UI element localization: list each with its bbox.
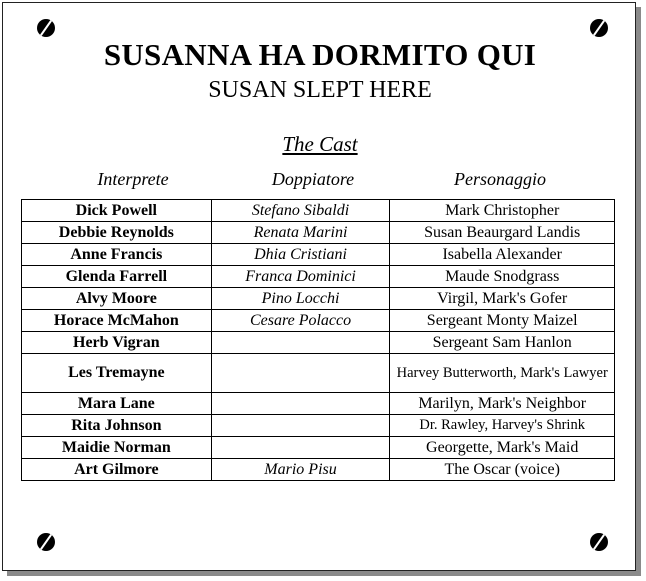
table-row <box>22 244 615 266</box>
role-cell: Susan Beaurgard Landis <box>390 222 615 244</box>
role-cell: Maude Snodgrass <box>390 266 615 288</box>
role-cell: Virgil, Mark's Gofer <box>390 288 615 310</box>
table-row <box>22 310 615 332</box>
dubber-cell: Pino Locchi <box>211 288 390 310</box>
table-row <box>22 222 615 244</box>
actor-cell: Maidie Norman <box>22 437 212 459</box>
table-row <box>22 415 615 437</box>
actor-cell: Art Gilmore <box>22 459 212 481</box>
actor-cell: Glenda Farrell <box>22 266 212 288</box>
screw-top-right-icon <box>590 19 608 37</box>
dubber-cell <box>211 393 390 415</box>
cast-heading: The Cast <box>282 132 358 156</box>
role-cell: Marilyn, Mark's Neighbor <box>390 393 615 415</box>
page-subtitle: SUSAN SLEPT HERE <box>208 77 432 103</box>
screw-bottom-right-icon <box>590 533 608 551</box>
dubber-cell <box>211 354 390 393</box>
table-row <box>22 266 615 288</box>
dubber-cell: Renata Marini <box>211 222 390 244</box>
role-cell: Sergeant Monty Maizel <box>390 310 615 332</box>
dubber-cell: Franca Dominici <box>211 266 390 288</box>
actor-cell: Les Tremayne <box>22 354 212 393</box>
dubber-cell: Cesare Polacco <box>211 310 390 332</box>
table-row <box>22 200 615 222</box>
role-cell: Mark Christopher <box>390 200 615 222</box>
role-cell: Georgette, Mark's Maid <box>390 437 615 459</box>
actor-cell: Dick Powell <box>22 200 212 222</box>
dubber-cell <box>211 332 390 354</box>
actor-cell: Rita Johnson <box>22 415 212 437</box>
table-row <box>22 288 615 310</box>
actor-cell: Alvy Moore <box>22 288 212 310</box>
table-row <box>22 393 615 415</box>
role-cell: Dr. Rawley, Harvey's Shrink <box>390 415 615 437</box>
screw-top-left-icon <box>37 19 55 37</box>
dubber-cell: Mario Pisu <box>211 459 390 481</box>
column-header-interprete: Interprete <box>97 169 169 189</box>
actor-cell: Mara Lane <box>22 393 212 415</box>
role-cell: Sergeant Sam Hanlon <box>390 332 615 354</box>
table-row <box>22 332 615 354</box>
dubber-cell <box>211 415 390 437</box>
screw-bottom-left-icon <box>37 533 55 551</box>
role-cell: Harvey Butterworth, Mark's Lawyer <box>390 354 615 393</box>
table-row <box>22 459 615 481</box>
plaque <box>2 2 636 571</box>
actor-cell: Horace McMahon <box>22 310 212 332</box>
actor-cell: Debbie Reynolds <box>22 222 212 244</box>
table-row <box>22 354 615 393</box>
dubber-cell: Stefano Sibaldi <box>211 200 390 222</box>
table-row <box>22 437 615 459</box>
column-header-doppiatore: Doppiatore <box>271 169 355 189</box>
actor-cell: Herb Vigran <box>22 332 212 354</box>
cast-table <box>21 199 615 481</box>
actor-cell: Anne Francis <box>22 244 212 266</box>
dubber-cell <box>211 437 390 459</box>
role-cell: The Oscar (voice) <box>390 459 615 481</box>
role-cell: Isabella Alexander <box>390 244 615 266</box>
page-title: SUSANNA HA DORMITO QUI <box>103 37 537 72</box>
dubber-cell: Dhia Cristiani <box>211 244 390 266</box>
column-header-personaggio: Personaggio <box>454 169 546 189</box>
